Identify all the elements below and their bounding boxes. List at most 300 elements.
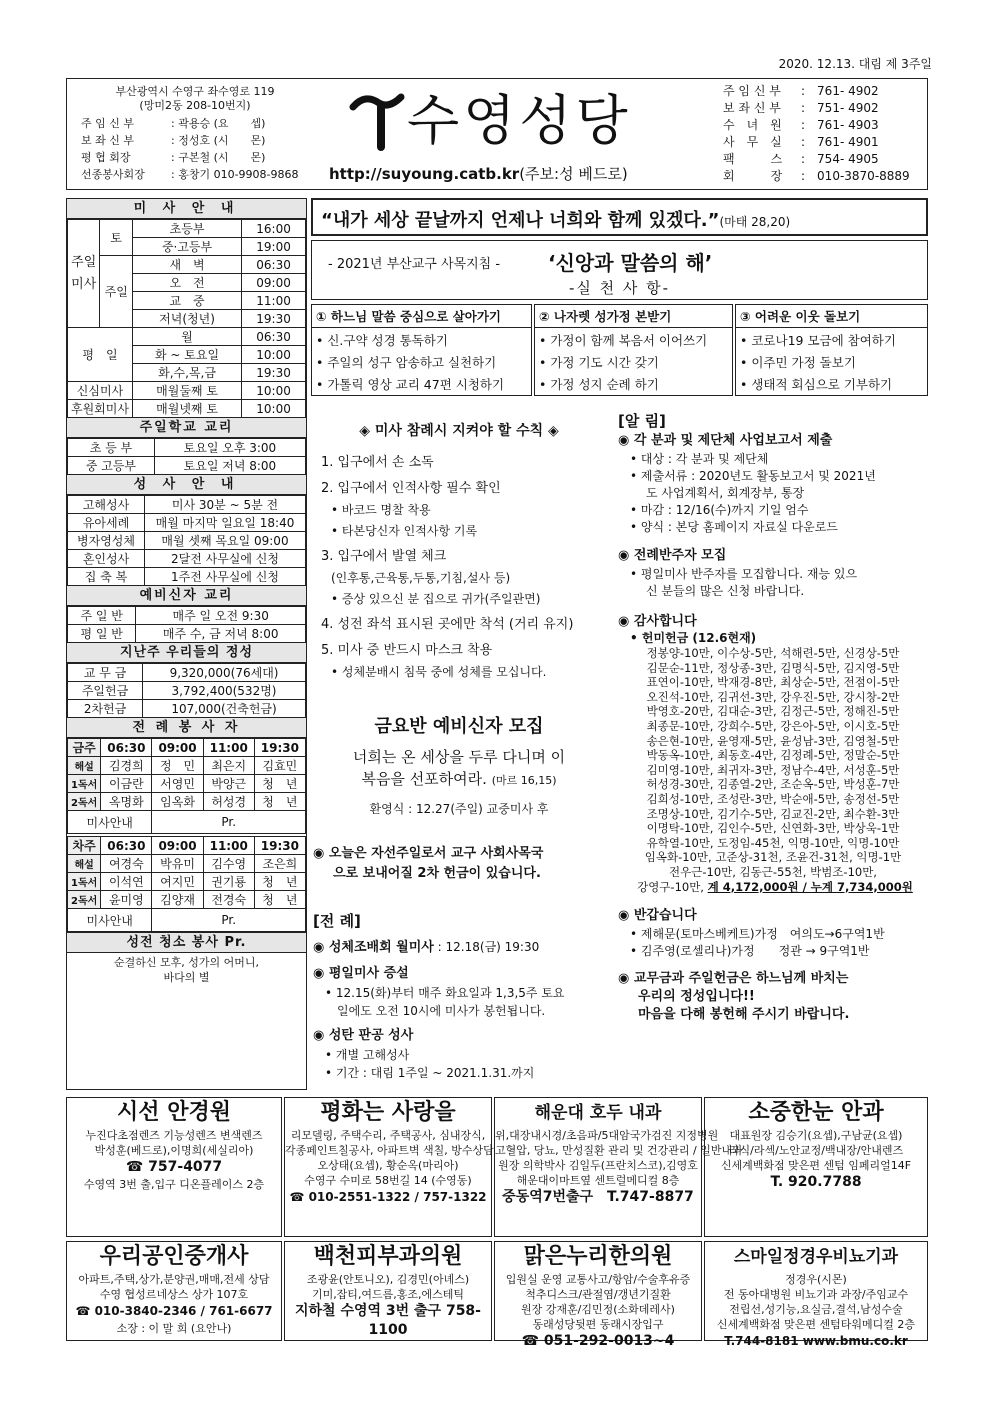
donor-names: [618, 646, 928, 880]
servers-role: 1독서: [68, 873, 101, 891]
mass-name: 교 중: [132, 292, 241, 310]
ad-line: 누진다초점렌즈 기능성렌즈 변색렌즈: [85, 1129, 263, 1142]
servers-row: [68, 775, 306, 793]
friday-section: [311, 712, 607, 817]
donor-line: 이명탁-10만, 김인수-5만, 신연화-3만, 박상욱-1만: [646, 821, 900, 836]
servers-name: 김수영: [203, 855, 254, 873]
staff-name: : 구본철 (시 몬): [171, 151, 266, 164]
offering-table: [67, 663, 306, 718]
notice-detail: • 제출서류 : 2020년도 활동보고서 및 2021년: [618, 468, 928, 485]
notice-section: [618, 410, 928, 1024]
contact-number: : 010-3870-8889: [801, 169, 910, 183]
ad-title: 우리공인중개사: [99, 1244, 249, 1269]
donor-line: 김미영-10만, 최귀자-3만, 정남수-4만, 서성훈-5만: [646, 762, 900, 777]
rule-detail: (인후통,근육통,두통,기침,설사 등): [331, 571, 511, 585]
liturgy-detail: • 기간 : 대림 1주일 ~ 2021.1.31.까지: [313, 1064, 607, 1082]
notice-heading: ◉ 반갑습니다: [618, 908, 697, 924]
liturgy-detail: • 개별 고해성사: [313, 1046, 607, 1064]
school-table: [67, 438, 306, 475]
catechumen-time: 매주 일 오전 9:30: [136, 607, 306, 625]
donor-line: 허성경-30만, 김종열-2만, 조순옥-5만, 박성훈-7만: [646, 777, 900, 792]
staff-name: : 정성호 (시 몬): [171, 134, 266, 147]
servers-name: 조은희: [254, 855, 305, 873]
liturgy-heading-title: ◉ 평일미사 증설: [313, 966, 409, 981]
pastoral-motto: ‘신앙과 말씀의 해’: [548, 251, 713, 275]
servers-name: 이금란: [101, 775, 152, 793]
catechumen-class: 평 일 반: [68, 625, 136, 643]
ad-phone: T.744-8181 www.bmu.co.kr: [724, 1334, 908, 1348]
donor-line: 조명상-10만, 김기수-5만, 김교진-2만, 최수환-3만: [646, 806, 900, 821]
mass-time: 10:00: [242, 346, 306, 364]
servers-role: 해설: [68, 757, 101, 775]
notice-detail: • 마감 : 12/16(수)까지 기일 엄수: [618, 502, 928, 519]
sacrament-name: 혼인성사: [68, 550, 145, 568]
mass-name: 오 전: [132, 274, 241, 292]
practice-head: ③ 어려운 이웃 돌보기: [736, 307, 927, 328]
ad-line: 신세계백화점 맞은편 센텀타워메디컬 2층: [716, 1318, 916, 1331]
ad-line: 해운대이마트옆 센트럴메디컬 8층: [516, 1174, 680, 1187]
rules-list: [311, 452, 607, 683]
pastoral-sub: -실 천 사 항-: [568, 279, 671, 297]
ad-phone: 중동역7번출구 T.747-8877: [502, 1189, 694, 1205]
ad-phone: ☎ 010-3840-2346 / 761-6677: [75, 1304, 273, 1318]
ad-phone: ☎ 051-292-0013~4: [521, 1333, 675, 1349]
contact-role: 보 좌 신 부: [723, 101, 781, 115]
rule-detail: • 바코드 명찰 착용: [311, 500, 607, 521]
servers-time: 11:00: [203, 739, 254, 757]
servers-name: 임옥화: [152, 793, 203, 811]
staff-role: 평 협 회장: [81, 151, 131, 164]
ad-line: 오상태(요셉), 황순옥(마리아): [317, 1159, 459, 1172]
contact-role: 주 임 신 부: [723, 84, 781, 98]
servers-name: 여지민: [152, 873, 203, 891]
practice-head: ② 나자렛 성가정 본받기: [535, 307, 732, 328]
catechumen-title: 예비신자 교리: [67, 586, 306, 606]
notice-detail: • 제해문(토마스베케트)가정 여의도→6구역1반: [618, 926, 928, 943]
servers-time: 11:00: [203, 837, 254, 855]
ad-line: 수영구 수미로 58번길 14 (수영동): [304, 1174, 472, 1187]
donor-line: 전우근-10만, 김동근-55천, 박범조-10만,: [669, 864, 877, 879]
servers-name: 김효민: [254, 757, 305, 775]
offering-amount: 9,320,000(76세대): [143, 664, 306, 682]
sacrament-info: 1주전 사무실에 신청: [145, 568, 306, 586]
contact-role: 회 장: [723, 169, 783, 183]
staff-row: [81, 149, 321, 166]
table-row: [68, 550, 306, 568]
ad-box: [704, 1097, 928, 1237]
notice-heading: ◉ 각 분과 및 제단체 사업보고서 제출: [618, 433, 833, 448]
servers-info-row: [68, 909, 306, 932]
servers-week-label: 차주: [68, 837, 101, 855]
ad-title: 맑은누리한의원: [523, 1244, 673, 1269]
practice-head: ① 하느님 말씀 중심으로 살아가기: [312, 307, 531, 328]
donor-line: 표연이-10만, 박재경-8만, 최상순-5만, 전점이-5만: [646, 675, 900, 690]
notice-report: [618, 431, 928, 536]
liturgy-heading-tail: : 12.18(금) 19:30: [433, 940, 540, 954]
liturgy-section: [313, 910, 607, 1082]
notice-recruit: [618, 546, 928, 600]
ad-phone: 지하철 수영역 3번 출구 758-1100: [295, 1303, 481, 1338]
liturgy-list: [313, 937, 607, 1082]
sunday-label: 주일: [100, 256, 132, 328]
sacrament-name: 집 축 복: [68, 568, 145, 586]
contact-row: [723, 117, 923, 134]
mass-name: 저녁(청년): [132, 310, 241, 328]
donor-line: 오진석-10만, 김귀선-3만, 강우진-5만, 강시창-2만: [646, 689, 900, 704]
saturday-label: 토: [100, 220, 132, 256]
servers-info-label: 미사안내: [68, 811, 152, 834]
mass-time: 06:30: [242, 328, 306, 346]
rule-detail: • 성체분배시 침묵 중에 성체를 모십니다.: [311, 662, 607, 683]
ad-box: [284, 1097, 492, 1237]
sacrament-info: 매월 마지막 일요일 18:40: [145, 514, 306, 532]
mass-time: 11:00: [242, 292, 306, 310]
practice-item: • 생태적 회심으로 기부하기: [740, 374, 923, 396]
rules-title: ◈ 미사 참례시 지켜야 할 수칙 ◈: [359, 423, 559, 439]
servers-time: 06:30: [101, 837, 152, 855]
contact-row: [723, 83, 923, 100]
offering-kind: 주일헌금: [68, 682, 143, 700]
table-row: [68, 532, 306, 550]
notice-detail: 도 사업계획서, 회계장부, 통장: [646, 486, 805, 500]
liturgy-heading-title: ◉ 성체조배회 월미사: [313, 940, 434, 955]
ad-title: 해운대 호두 내과: [534, 1103, 662, 1123]
notice-thanks: ◉ 감사합니다 • 헌미헌금 (12.6현재) 정봉양-10만, 이수상-5만, 석해련-5만, 신경상-5만 김문순-11만, 정상종-3만, 김명식-5만, 김지영-5만 표연이-10만, 박재경-8만, 최상순-5만, 전점이-5만 오진석-10만, 김귀선-3만, 강우진-5만, 강시창-2만 박영호-20만, 김대순-3만, 김정근-5만, 정해진-5만 최종문-10만, 강희수-5만, 강은아-5만, 이시호-5만 송은현-10만, 윤영재-5만, 윤성남-3만, 김영철-5만 박동옥-10만, 최동호-4만, 김정례-5만, 정말순-5만 김미영-10만, 최귀자-3만, 정남수-4만, 서성훈-5만 허성경-30만, 김종열-2만, 조순옥-5만, 박성훈-7만 김희성-10만, 조성란-3만, 박순애-5만, 송정선-5만 조명상-10만, 김기수-5만, 김교진-2만, 최수환-3만 이명탁-10만, 김인수-5만, 신연화-3만, 박상욱-1만 유학열-10만, 도정임-45천, 익명-10만, 익명-10만 임옥화-10만, 고준상-31천, 조윤건-31천, 익명-1만 전우근-10만, 김동근-55천, 박범조-10만, 강영구-10만, 계 4,172,000원 / 누계 7,734,000원: [618, 610, 928, 894]
servers-row: [68, 757, 306, 775]
staff-name: : 홍창기 010-9908-9868: [171, 168, 299, 181]
school-time: 토요일 오후 3:00: [154, 439, 305, 457]
ad-phone: T. 920.7788: [770, 1174, 862, 1190]
ad-line: 신세계백화점 맞은편 센텀 임페리얼14F: [720, 1159, 912, 1172]
offering-title: 지난주 우리들의 정성: [67, 643, 306, 663]
ad-line: 대표원장 김승기(요셉),구남균(요셉): [729, 1129, 903, 1142]
notice-title: [알 림]: [618, 412, 666, 430]
mass-name: 화,수,목,금: [132, 364, 241, 382]
servers-name: 박유미: [152, 855, 203, 873]
servers-name: 최은지: [203, 757, 254, 775]
servers-name: 정 민: [152, 757, 203, 775]
staff-row: [81, 115, 321, 132]
servers-info-value: Pr.: [152, 909, 306, 932]
friday-title: 금요반 예비신자 모집: [374, 716, 544, 737]
practice-item: • 가정이 함께 복음서 이어쓰기: [539, 330, 728, 352]
liturgy-title: [전 례]: [313, 912, 361, 930]
donor-line: 박동옥-10만, 최동호-4만, 김정례-5만, 정말순-5만: [646, 748, 900, 763]
ad-box: [284, 1241, 492, 1341]
sacrament-name: 유아세례: [68, 514, 145, 532]
contact-number: : 754- 4905: [801, 152, 879, 166]
servers-week-label: 금주: [68, 739, 101, 757]
rule-heading: 5. 미사 중 반드시 마스크 착용: [321, 643, 493, 658]
ad-line: 척추디스크/관절염/갱년기질환: [525, 1288, 671, 1301]
cleaning-groups: 순결하신 모후, 성가의 어머니, 바다의 별: [114, 956, 259, 984]
ad-line: 동래성당뒷편 동래시장입구: [532, 1318, 664, 1331]
practice-item: • 가톨릭 영상 교리 47편 시청하기: [316, 374, 527, 396]
address: 부산광역시 수영구 좌수영로 119 (망미2동 208-10번지): [115, 85, 275, 112]
liturgy-heading: [313, 937, 607, 958]
ad-title: 백천피부과의원: [313, 1244, 463, 1269]
contact-number: : 751- 4902: [801, 101, 879, 115]
mass-time: 06:30: [242, 256, 306, 274]
friday-welcome: 환영식 : 12.27(주일) 교중미사 후: [369, 802, 549, 816]
practice-item: • 주일의 성구 암송하고 실천하기: [316, 352, 527, 374]
contact-role: 수 녀 원: [723, 118, 782, 132]
notice-detail: 신 분들의 많은 신청 바랍니다.: [646, 584, 805, 598]
servers-name: 서영민: [152, 775, 203, 793]
servers-role: 1독서: [68, 775, 101, 793]
ad-box: [66, 1097, 282, 1237]
servers-time: 06:30: [101, 739, 152, 757]
table-row: [68, 514, 306, 532]
special-mass-day: 매월둘째 토: [132, 382, 241, 400]
ad-box: [704, 1241, 928, 1348]
ad-line: 기미,잡티,여드름,홍조,에스테틱: [311, 1288, 465, 1301]
tithe-note: ◉ 교무금과 주일헌금은 하느님께 바치는 우리의 정성입니다!! 마음을 다해 봉헌해 주시기 바랍니다.: [618, 971, 850, 1023]
servers-name: 윤미영: [101, 891, 152, 909]
sacrament-info: 미사 30분 ~ 5분 전: [145, 496, 306, 514]
cleaning-title: 성전 청소 봉사 Pr.: [67, 932, 306, 953]
special-mass-name: 신심미사: [68, 382, 133, 400]
parish-logo: [335, 85, 695, 157]
second-collection: ◉ 오늘은 자선주일로서 교구 사회사목국 으로 보내어질 2차 헌금이 있습니다.: [313, 846, 544, 881]
staff-list: [81, 115, 321, 183]
special-mass-time: 10:00: [242, 382, 306, 400]
contact-row: [723, 151, 923, 168]
ad-title: 스마일정경우비뇨기과: [733, 1247, 899, 1267]
ad-box: [494, 1097, 743, 1237]
ad-line: 전 동아대병원 비뇨기과 과장/주임교수: [723, 1288, 909, 1301]
mass-table: [67, 219, 306, 418]
offering-kind: 교 무 금: [68, 664, 143, 682]
servers-name: 옥명화: [101, 793, 152, 811]
ad-box: [494, 1241, 702, 1349]
ad-line: 정경우(시몬): [785, 1273, 847, 1286]
mass-name: 초등부: [132, 220, 241, 238]
liturgy-heading-title: ◉ 성탄 판공 성사: [313, 1028, 414, 1043]
practice-item: • 신.구약 성경 통독하기: [316, 330, 527, 352]
offering-amount: 3,792,400(532명): [143, 682, 306, 700]
mass-time: 19:30: [242, 310, 306, 328]
servers-name: 박양근: [203, 775, 254, 793]
issue-date: 2020. 12.13. 대림 제 3주일: [778, 57, 932, 71]
contact-role: 팩 스: [723, 152, 783, 166]
catechumen-time: 매주 수, 금 저녁 8:00: [136, 625, 306, 643]
contact-row: [723, 168, 923, 185]
notice-detail: • 김주영(로셀리나)가정 정관 → 9구역1반: [618, 943, 928, 960]
practice-column: [534, 304, 733, 396]
special-mass-time: 10:00: [242, 400, 306, 418]
servers-week1-table: [67, 738, 306, 834]
liturgy-heading: [313, 1026, 607, 1046]
mass-time: 19:30: [242, 364, 306, 382]
donor-line: 유학열-10만, 도정임-45천, 익명-10만, 익명-10만: [646, 835, 900, 850]
catechumen-class: 주 일 반: [68, 607, 136, 625]
practice-item: • 가정 기도 시간 갖기: [539, 352, 728, 374]
sacrament-table: [67, 495, 306, 586]
contact-number: : 761- 4901: [801, 135, 879, 149]
donor-line: 박영호-20만, 김대순-3만, 김정근-5만, 정해진-5만: [646, 704, 900, 719]
ad-line: 원장 의학박사 김일두(프란치스코),김영호: [498, 1159, 698, 1172]
donor-line: 최종문-10만, 강희수-5만, 강은아-5만, 이시호-5만: [646, 718, 900, 733]
servers-name: 김경희: [101, 757, 152, 775]
ad-line: 입원실 운영 교통사고/항암/수술후유증: [505, 1273, 691, 1286]
practice-column: [311, 304, 532, 396]
mass-title: 미 사 안 내: [67, 199, 306, 219]
mass-time: 19:00: [242, 238, 306, 256]
sacrament-name: 병자영성체: [68, 532, 145, 550]
servers-info-row: [68, 811, 306, 834]
ad-title: 평화는 사랑을: [320, 1100, 456, 1125]
mass-time: 09:00: [242, 274, 306, 292]
servers-time-row: [68, 739, 306, 757]
practice-item: • 코로나19 모금에 참여하기: [740, 330, 923, 352]
table-row: [68, 568, 306, 586]
servers-info-label: 미사안내: [68, 909, 152, 932]
mass-name: 새 벽: [132, 256, 241, 274]
ad-phone: ☎ 010-2551-1322 / 757-1322: [289, 1190, 487, 1204]
ad-title: 시선 안경원: [117, 1100, 231, 1125]
donor-line: 김문순-11만, 정상종-3만, 김명식-5만, 김지영-5만: [646, 660, 900, 675]
servers-name: 권기룡: [203, 873, 254, 891]
servers-name: 전경숙: [203, 891, 254, 909]
contact-role: 사 무 실: [723, 135, 782, 149]
ad-line: 아파트,주택,상가,분양권,매매,전세 상담: [78, 1273, 270, 1286]
notice-detail: • 양식 : 본당 홈페이지 자료실 다운로드: [618, 519, 928, 536]
ad-line: 리모델링, 주택수리, 주택공사, 심내장식,: [290, 1129, 486, 1142]
servers-name: 청 년: [254, 793, 305, 811]
site-line: [329, 163, 628, 184]
servers-time: 09:00: [152, 739, 203, 757]
servers-week2-table: [67, 836, 306, 932]
ad-box: [66, 1241, 282, 1341]
ad-phone: ☎ 757-4077: [125, 1159, 223, 1175]
notice-detail: • 대상 : 각 분과 및 제단체: [618, 451, 928, 468]
ad-line: 조광윤(안토니오), 김경민(아녜스): [306, 1273, 470, 1286]
site-url[interactable]: http://suyoung.catb.kr: [329, 165, 520, 183]
pastoral-box: [311, 240, 928, 300]
contact-row: [723, 100, 923, 117]
donor-line: 정봉양-10만, 이수상-5만, 석해련-5만, 신경상-5만: [646, 646, 900, 660]
donor-line: 김희성-10만, 조성란-3만, 박순애-5만, 송정선-5만: [646, 791, 900, 806]
ad-line: 라식/라섹/노안교정/백내장/안내렌즈: [728, 1144, 904, 1157]
catechumen-table: [67, 606, 306, 643]
pastoral-title: - 2021년 부산교구 사목지침 -: [328, 257, 501, 272]
notice-welcome: [618, 906, 928, 960]
ad-line: 고혈압, 당뇨, 만성질환 관리 및 건강관리 / 일반내과: [495, 1144, 743, 1157]
ad-line: 전립선,성기능,요실금,결석,남성수술: [729, 1303, 903, 1316]
contact-list: [723, 83, 923, 185]
special-mass-name: 후원회미사: [68, 400, 133, 418]
ad-line: 각종페인트칠공사, 아파트벽 색칠, 방수상담: [285, 1144, 494, 1157]
ad-line: 위,대장내시경/초음파/5대암국가검진 지정병원: [495, 1129, 719, 1142]
liturgy-detail: • 12.15(화)부터 매주 화요일과 1,3,5주 토요: [313, 984, 607, 1002]
sacrament-info: 매월 셋째 목요일 09:00: [145, 532, 306, 550]
servers-name: 허성경: [203, 793, 254, 811]
servers-name: 청 년: [254, 775, 305, 793]
patron: (주보:성 베드로): [519, 165, 628, 183]
notice-heading: ◉ 전례반주자 모집: [618, 548, 727, 563]
servers-name: 청 년: [254, 873, 305, 891]
rule-detail: • 증상 있으신 분 집으로 귀가(주일관면): [311, 589, 607, 610]
rule-heading: 1. 입구에서 손 소독: [321, 455, 434, 470]
school-class: 초 등 부: [68, 439, 155, 457]
staff-name: : 곽용승 (요 셉): [171, 117, 266, 130]
offering-amount: 107,000(건축헌금): [143, 700, 306, 718]
donation-total: 계 4,172,000원 / 누계 7,734,000원: [707, 879, 913, 894]
rule-heading: 4. 성전 좌석 표시된 곳에만 착석 (거리 유지): [321, 617, 574, 632]
servers-time: 19:30: [254, 837, 305, 855]
staff-role: 보 좌 신 부: [81, 134, 134, 147]
servers-name: 여경숙: [101, 855, 152, 873]
mass-name: 화 ~ 토요일: [132, 346, 241, 364]
servers-info-value: Pr.: [152, 811, 306, 834]
rules-section: [311, 410, 607, 683]
quote-text: “내가 세상 끝날까지 언제나 너희와 함께 있겠다.”: [321, 210, 720, 231]
sidebar: [66, 198, 307, 1090]
rule-heading: 2. 입구에서 인적사항 필수 확인: [321, 481, 501, 496]
contact-row: [723, 134, 923, 151]
quote-ref: (마태 28,20): [719, 215, 791, 229]
servers-time: 19:30: [254, 739, 305, 757]
servers-title: 전 례 봉 사 자: [67, 718, 306, 738]
practice-columns: [311, 304, 928, 396]
contact-number: : 761- 4902: [801, 84, 879, 98]
servers-role: 2독서: [68, 793, 101, 811]
weekday-label: 평 일: [68, 328, 133, 382]
donor-line: 송은현-10만, 윤영재-5만, 윤성남-3만, 김영철-5만: [646, 733, 900, 748]
sacrament-title: 성 사 안 내: [67, 475, 306, 495]
donor-line: 임옥화-10만, 고준상-31천, 조윤건-31천, 익명-1만: [644, 850, 902, 865]
practice-column: [735, 304, 928, 396]
friday-verse: 너희는 온 세상을 두루 다니며 이 복음을 선포하여라. (마르 16,15): [352, 748, 566, 788]
sacrament-info: 2달전 사무실에 신청: [145, 550, 306, 568]
mass-time: 16:00: [242, 220, 306, 238]
offering-kind: 2차헌금: [68, 700, 143, 718]
ad-line: 원장 강재훈/김민정(소화데레사): [521, 1303, 675, 1316]
ad-line: 수영 협성르네상스 상가 107호: [99, 1288, 249, 1301]
masthead: [66, 78, 928, 190]
table-row: [68, 496, 306, 514]
notice-detail: • 평일미사 반주자를 모집합니다. 재능 있으: [618, 566, 928, 583]
quote: [321, 206, 790, 232]
servers-row: [68, 855, 306, 873]
servers-time: 09:00: [152, 837, 203, 855]
logo-text: 수영성당: [407, 89, 632, 152]
practice-item: • 이주민 가정 돌보기: [740, 352, 923, 374]
liturgy-heading: [313, 964, 607, 984]
ad-title: 소중한눈 안과: [748, 1100, 884, 1125]
servers-role: 해설: [68, 855, 101, 873]
staff-role: 주 임 신 부: [81, 117, 134, 130]
quote-box: [311, 198, 928, 236]
ad-line: 박성훈(베드로),이명희(세실리아): [94, 1144, 254, 1157]
servers-role: 2독서: [68, 891, 101, 909]
church-logo-icon: [345, 85, 415, 157]
liturgy-detail: 일에도 오전 10시에 미사가 봉헌됩니다.: [337, 1004, 546, 1018]
mass-name: 중·고등부: [132, 238, 241, 256]
sunday-group-label: 주일미사: [68, 220, 100, 328]
mass-name: 월: [132, 328, 241, 346]
school-time: 토요일 저녁 8:00: [154, 457, 305, 475]
servers-name: 청 년: [254, 891, 305, 909]
servers-row: [68, 793, 306, 811]
servers-name: 이석연: [101, 873, 152, 891]
staff-row: [81, 132, 321, 149]
practice-item: • 가정 성지 순례 하기: [539, 374, 728, 396]
school-title: 주일학교 교리: [67, 418, 306, 438]
rule-heading: 3. 입구에서 발열 체크: [321, 549, 447, 564]
ad-footer: 수영역 3번 출,입구 디온플레이스 2층: [83, 1178, 265, 1191]
